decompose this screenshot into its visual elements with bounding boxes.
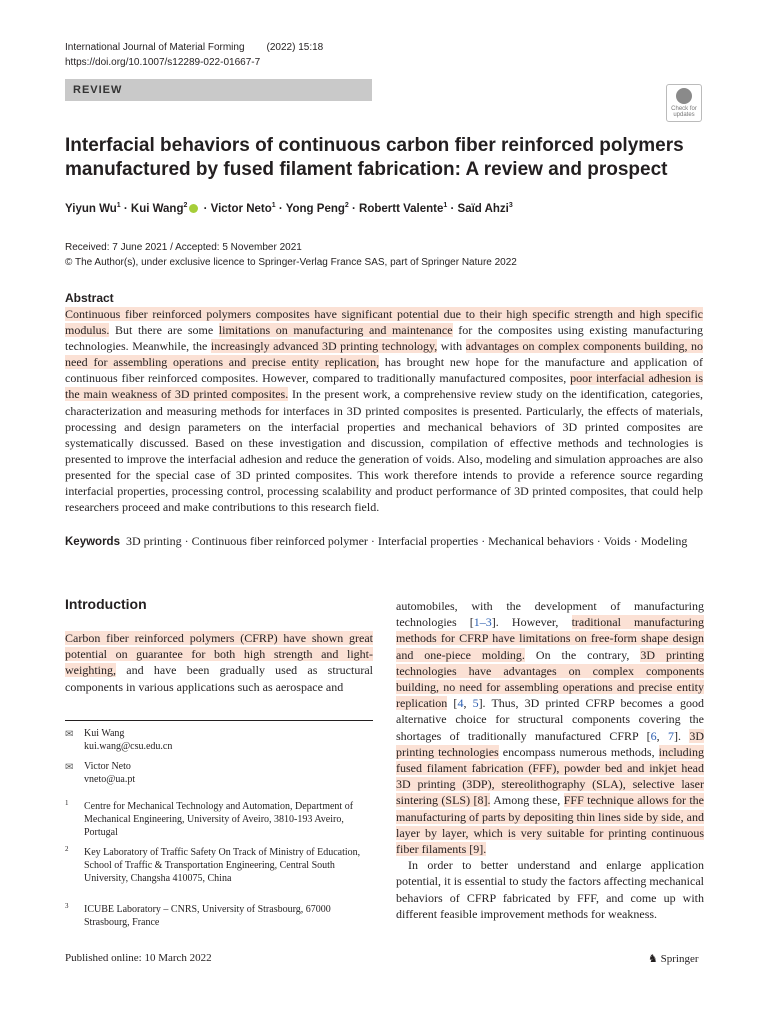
citation-link[interactable]: 1–3 [473,615,492,630]
author[interactable]: Yiyun Wu [65,202,117,215]
author-list: Yiyun $Wu^1$ · Kui Wang$^2$ · Victor Neto$^1$ · Yong Peng$^2$ · Robertt Valente$^1$ · Saïd Ahzi$^3$ [65,202,513,215]
affiliation-1: 1 Centre for Mechanical Technology and Automation, Department of Mechanical Engineering, University of Aveiro, 3810-193 Aveiro, Portugal [65,799,354,838]
journal-header [65,40,323,70]
author[interactable]: Yong Peng [285,202,345,215]
envelope-icon: ✉ [65,762,74,773]
introduction-heading: Introduction [65,596,147,612]
keywords-text: 3D printing · Continuous fiber reinforced polymer · Interfacial properties · Mechanical behaviors · Voids · Modeling [125,534,688,548]
abstract-heading: Abstract [65,291,114,305]
doi-link[interactable]: https://doi.org/10.1007/s12289-022-01667-7 [65,57,261,68]
right-column-text: automobiles, with the development of manufacturing technologies [1–3]. However, traditional manufacturing methods for CFRP have limitations on free-form shape design and one-piece molding. On the contrary, 3D printing technologies have advantages on complex components building, no need for assembling operations and precise entity replication [4, 5]. Thus, 3D printed CFRP becomes a good alternative choice for structural components covering the shortages of traditionally manufactured CFRP [6, 7]. 3D printing technologies encompass numerous methods, including fused filament fabrication (FFF), powder bed and inkjet head 3D printing (3DP), stereolithography (SLA), selective laser sintering (SLS) [8]. Among these, FFF technique allows for the manufacturing of parts by depositing thin lines side by side, and layer by layer, which is very suitable for printing continuous fiber filaments [9]. In order to better understand and enlarge application potential, it is essential to study the factors affecting mechanical behaviors of CFRP fabricated by FFF, and come up with different feasible improvement methods for weakness. [396,599,705,921]
received-dates: Received: 7 June 2021 / Accepted: 5 November 2021 [65,242,302,253]
journal-name: International Journal of Material Forming [65,42,245,53]
intro-paragraph: Carbon fiber reinforced polymers (CFRP) have shown great potential on guarantee for both high strength and light-weighting, and have been gradually used as structural components in various applications such as aerospace and [65,631,373,694]
keywords-label: Keywords [65,536,120,548]
check-for-updates-badge[interactable]: Check for updates [666,84,702,122]
email-link[interactable]: vneto@ua.pt [84,774,136,785]
citation-link[interactable]: 4 [457,696,464,711]
citation-link[interactable]: 6 [650,728,657,743]
dates-block [65,240,517,270]
published-date: Published online: 10 March 2022 [65,952,212,964]
email-link[interactable]: kui.wang@csu.edu.cn [84,741,173,752]
section-tag: REVIEW [65,79,372,101]
keywords [65,533,703,550]
article-title: Interfacial behaviors of continuous carbon fiber reinforced polymers manufactured by fused filament fabrication: A review and prospect [65,135,684,180]
contact-kui-wang: ✉ Kui Wang kui.wang@csu.edu.cn [65,727,373,753]
footnote-divider [65,720,373,721]
citation-link[interactable]: 7 [667,728,674,743]
author[interactable]: Saïd Ahzi [457,202,509,215]
paragraph-2: In order to better understand and enlarge application potential, it is essential to study the factors affecting mechanical behaviors of CFRP fabricated by FFF, and come up with different feasible improvement methods for weakness. [396,858,704,921]
author[interactable]: Robertt Valente [359,202,444,215]
copyright: © The Author(s), under exclusive licence to Springer-Verlag France SAS, part of Springer Nature 2022 [65,257,517,268]
author[interactable]: Victor Neto [210,202,272,215]
contact-victor-neto: ✉ Victor Neto vneto@ua.pt [65,760,373,786]
citation-link[interactable]: 5 [472,696,479,711]
update-icon [676,88,692,104]
envelope-icon: ✉ [65,729,74,740]
journal-volume: (2022) 15:18 [266,42,324,53]
affiliation-2: 2 Key Laboratory of Traffic Safety On Track of Ministry of Education, School of Traffic & Transportation Engineering, Central South University, Changsha 410075, China [65,845,361,884]
springer-horse-icon: ♞ [648,953,658,965]
author[interactable]: Kui Wang [130,202,184,215]
orcid-icon[interactable] [189,204,198,213]
affiliation-3: 3 ICUBE Laboratory – CNRS, University of Strasbourg, 67000 Strasbourg, France [65,902,331,928]
abstract-text: Continuous fiber reinforced polymers composites have significant potential due to their high specific strength and high specific modulus. But there are some limitations on manufacturing and maintenance for the composites using existing manufacturing technologies. Meanwhile, the increasingly advanced 3D printing technology, with advantages on complex components building, no need for assembling operations and precise entity replication, has brought new hope for the manufacture and application of continuous fiber reinforced composites. However, compared to traditionally manufactured composites, poor interfacial adhesion is the main weakness of 3D printed composites. In the present work, a comprehensive review study on the identification, categories, characterization and measuring methods for interfaces in 3D printed composites is presented. Particularly, the effects of materials, processing and design parameters on the interfacial properties and mechanical behaviors of 3D printed composites are systematically discussed. Based on these investigation and discussion, compilation of effective methods and technologies is presented to improve the interfacial adhesion and reduce the generation of voids. Also, modeling and simulation approaches are also presented for the special case of 3D printed composites. This work therefore intends to provide a reference source regarding interfacial properties, processing control, processing scalability and product performance of 3D printed composites, that could help researchers proceed and make contributions to this research field. [65,307,703,515]
publisher-logo: ♞ Springer [648,953,699,965]
